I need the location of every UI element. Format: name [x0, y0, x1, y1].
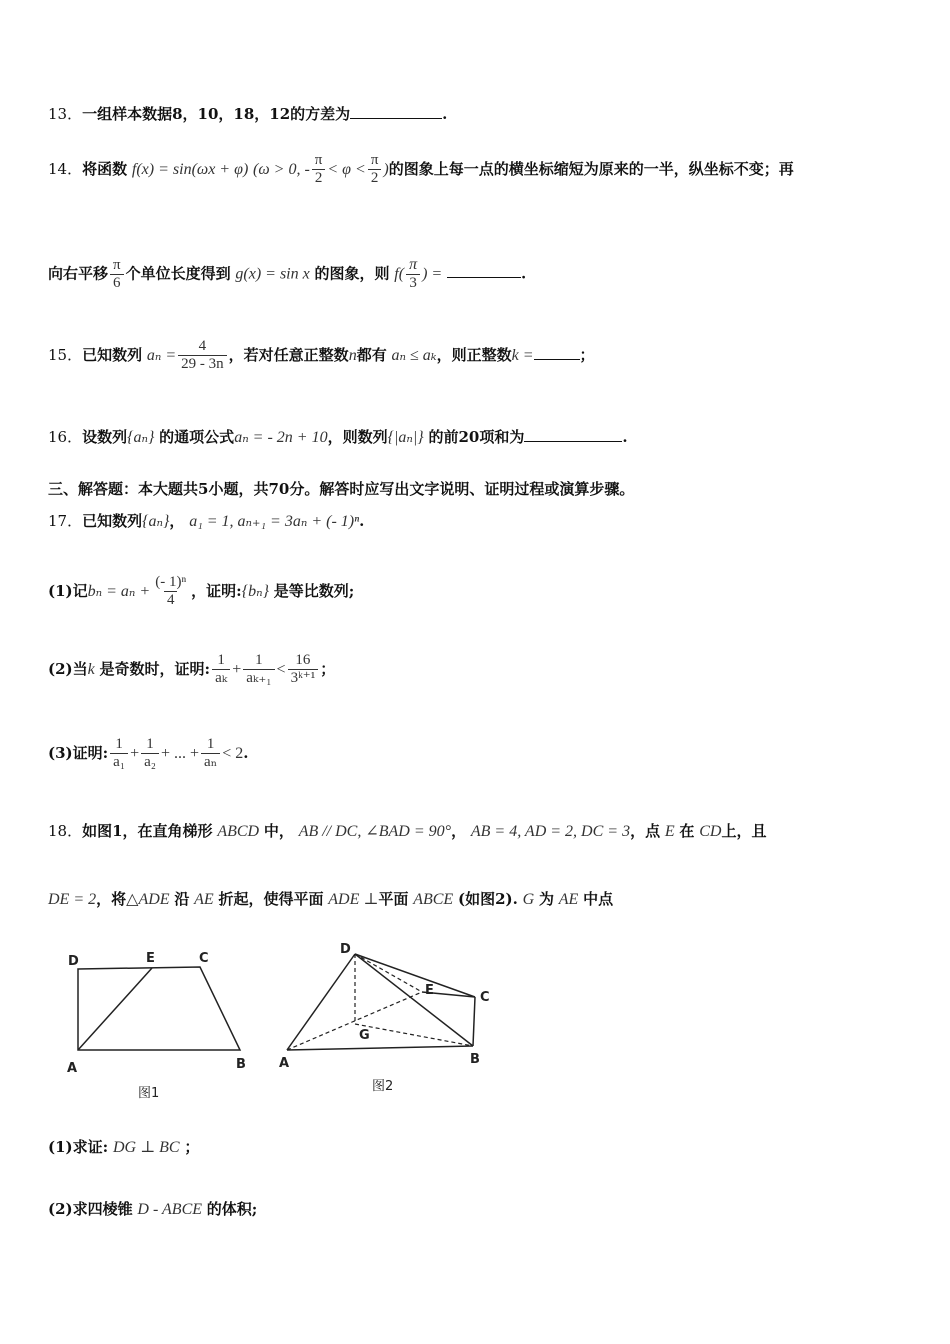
comma: ， [451, 822, 467, 840]
edge-de [355, 954, 422, 992]
label-b: B [236, 1057, 246, 1072]
label-a: A [279, 1056, 290, 1071]
variable-n: n [348, 346, 357, 364]
fraction [368, 152, 382, 188]
label-d: D [340, 942, 351, 957]
question-text: 设数列 [82, 428, 128, 446]
fraction [312, 152, 326, 188]
question-text: 个单位长度得到 [125, 264, 231, 283]
question-text: 的前20项和为 [428, 428, 525, 446]
plane: ABCE [413, 891, 454, 908]
question-end: . [359, 512, 365, 530]
question-text: 中， [263, 822, 294, 840]
question-text: 将函数 [82, 159, 128, 178]
denominator: 2 [312, 169, 326, 187]
sequence-expression: {bₙ} [241, 582, 269, 600]
part-label: (1)记 [48, 581, 88, 600]
edge-gb [355, 1024, 473, 1046]
figure-2 [275, 940, 495, 1060]
question-text: 都有 [356, 345, 387, 364]
question-end: ； [320, 659, 336, 678]
formula: aₙ = - 2n + 10 [234, 429, 328, 446]
condition-text: (ω > 0, - [253, 160, 310, 178]
function-expression: f( [394, 265, 405, 283]
question-number: 16． [48, 428, 83, 446]
fraction [141, 736, 159, 772]
answer-blank [350, 118, 442, 119]
question-text: ，点 [630, 822, 661, 840]
section-title: 三、解答题：本大题共5小题，共70分。解答时应写出文字说明、证明过程或演算步骤。 [48, 480, 635, 498]
question-text: 中点 [583, 890, 614, 908]
question-text: 沿 [174, 890, 190, 908]
numerator: 1 [217, 652, 225, 668]
label-g: G [359, 1028, 370, 1043]
question-text: 已知数列 [82, 345, 143, 364]
question-text: 折起，使得平面 [218, 890, 324, 908]
segment: AE [194, 891, 214, 908]
fraction [178, 338, 227, 374]
question-text: 是奇数时，证明: [99, 659, 211, 678]
label-b: B [470, 1052, 480, 1067]
figure-name: ABCD [217, 823, 260, 840]
condition-text: < φ < [327, 160, 366, 178]
numerator: 4 [198, 338, 207, 354]
edge-ab [287, 1046, 473, 1050]
question-text: 平面 [378, 890, 409, 908]
label-c: C [199, 951, 209, 966]
numerator: π [314, 152, 323, 168]
fraction [110, 736, 128, 772]
denominator: aₙ [201, 753, 220, 771]
fraction [243, 652, 274, 688]
numerator: π [113, 256, 121, 273]
part-label: (3)证明: [48, 743, 109, 762]
question-text: 的图象，则 [314, 264, 390, 283]
condition: AB // DC, ∠BAD = 90° [298, 823, 452, 840]
denominator: a₁ [110, 753, 128, 771]
question-18 [48, 820, 766, 841]
abs-sequence: {|aₙ|} [387, 429, 424, 446]
question-text: 的通项公式 [159, 428, 235, 446]
condition-close: ) [383, 160, 389, 178]
expression: D - ABCE [137, 1201, 203, 1218]
variable-k: k [87, 660, 95, 678]
operator: + [232, 660, 242, 678]
question-18-cont [48, 888, 613, 909]
operator: < 2 [222, 744, 244, 762]
denominator: a₂ [141, 753, 159, 771]
sequence-expression: aₙ = [146, 346, 177, 364]
question-number: 17． [48, 512, 83, 530]
numerator: 1 [206, 736, 215, 752]
question-16 [48, 426, 628, 447]
figure-1 [60, 945, 260, 1055]
numerator: 16 [295, 652, 311, 668]
question-end: . [442, 105, 448, 123]
question-text: (如图2). [457, 890, 518, 908]
question-text: ，则正整数 [436, 345, 512, 364]
segment-ae [78, 968, 152, 1050]
question-end: ； [579, 345, 595, 364]
segment: AE [558, 891, 579, 908]
edge-db [355, 954, 473, 1046]
question-13 [48, 103, 447, 124]
question-text: 已知数列 [82, 512, 143, 530]
segment: CD [699, 823, 722, 840]
denominator: 3 [406, 274, 420, 292]
denominator: 4 [164, 591, 178, 609]
question-18-part2 [48, 1198, 257, 1219]
figure-2-caption: 图2 [372, 1079, 394, 1094]
label-c: C [480, 990, 490, 1005]
fraction [406, 256, 420, 293]
denominator: aₖ [212, 669, 230, 687]
denominator: 6 [110, 274, 124, 292]
formula: bₙ = aₙ + [87, 582, 151, 600]
condition: AB = 4, AD = 2, DC = 3 [470, 823, 631, 840]
question-number: 13． [48, 105, 83, 123]
question-17-part3 [48, 736, 248, 772]
operator: < [276, 660, 286, 678]
fraction [212, 652, 230, 688]
question-text: 在 [679, 822, 695, 840]
trapezoid-abcd [78, 967, 240, 1050]
question-text: 为 [538, 890, 554, 908]
fraction [288, 652, 319, 688]
part-label: (2)求四棱锥 [48, 1200, 133, 1218]
question-text: 如图1，在直角梯形 [82, 822, 213, 840]
numerator: π [409, 256, 418, 273]
question-17-part1 [48, 574, 354, 610]
part-label: (2)当 [48, 659, 88, 678]
label-a: A [67, 1061, 78, 1076]
question-text: 一组样本数据8，10，18，12的方差为 [82, 105, 351, 123]
question-text: ，若对任意正整数 [228, 345, 349, 364]
operator: + [130, 744, 140, 762]
edge-cb [473, 997, 475, 1046]
label-e: E [146, 951, 155, 966]
question-14 [48, 152, 794, 188]
inequality: aₙ ≤ aₖ [391, 346, 437, 364]
denominator: 3ᵏ⁺¹ [288, 669, 319, 687]
question-text: ，将 [96, 890, 127, 908]
question-17 [48, 510, 364, 531]
point-e: E [664, 823, 675, 840]
fraction [110, 257, 124, 293]
denominator: 29 - 3n [178, 355, 227, 373]
fraction [152, 574, 189, 610]
part-label: (1)求证: [48, 1138, 109, 1156]
answer-blank [534, 359, 580, 360]
numerator: π [370, 152, 379, 168]
triangle: △ADE [126, 891, 170, 908]
sequence-expression: {aₙ} [142, 513, 170, 530]
question-text: 向右平移 [48, 264, 109, 283]
question-14-cont [48, 256, 526, 293]
question-text: ，则数列 [327, 428, 388, 446]
question-number: 14． [48, 159, 83, 178]
question-17-part2 [48, 652, 335, 688]
fraction [201, 736, 220, 772]
point-g: G [522, 891, 535, 908]
recurrence: a₁ = 1, aₙ₊₁ = 3aₙ + (- 1)ⁿ [189, 513, 360, 530]
sequence-expression: {aₙ} [127, 429, 155, 446]
denominator: 2 [368, 169, 382, 187]
question-18-part1 [48, 1136, 199, 1157]
function-expression: g(x) = sin x [235, 265, 310, 283]
question-text: ，证明: [191, 581, 242, 600]
edge-dc [355, 954, 475, 997]
question-number: 18． [48, 822, 83, 840]
numerator: (- 1)ⁿ [155, 574, 187, 590]
operator: + ... + [160, 744, 200, 762]
question-text: 的体积; [206, 1200, 258, 1218]
condition: DE = 2 [48, 891, 97, 908]
variable-k: k = [511, 346, 534, 364]
question-end: ； [184, 1138, 200, 1156]
denominator: aₖ₊₁ [243, 669, 274, 687]
plane: ADE ⊥ [328, 891, 379, 908]
numerator: 1 [255, 652, 263, 668]
numerator: 1 [146, 736, 154, 752]
question-text: 是等比数列; [273, 581, 355, 600]
question-end: . [622, 428, 628, 446]
question-15 [48, 338, 595, 374]
equals: ) = [422, 265, 443, 283]
function-expression: f(x) = sin(ωx + φ) [131, 160, 249, 178]
numerator: 1 [115, 736, 123, 752]
label-d: D [68, 954, 79, 969]
question-end: . [243, 743, 249, 762]
question-number: 15． [48, 345, 83, 364]
question-text: 上，且 [721, 822, 767, 840]
figure-1-caption: 图1 [138, 1086, 160, 1101]
label-e: E [425, 983, 434, 998]
expression: DG ⊥ BC [112, 1139, 180, 1156]
question-text: 的图象上每一点的横坐标缩短为原来的一半，纵坐标不变；再 [388, 159, 794, 178]
answer-blank [447, 277, 521, 278]
answer-blank [524, 441, 622, 442]
question-end: . [521, 264, 527, 283]
comma: ， [169, 512, 185, 530]
